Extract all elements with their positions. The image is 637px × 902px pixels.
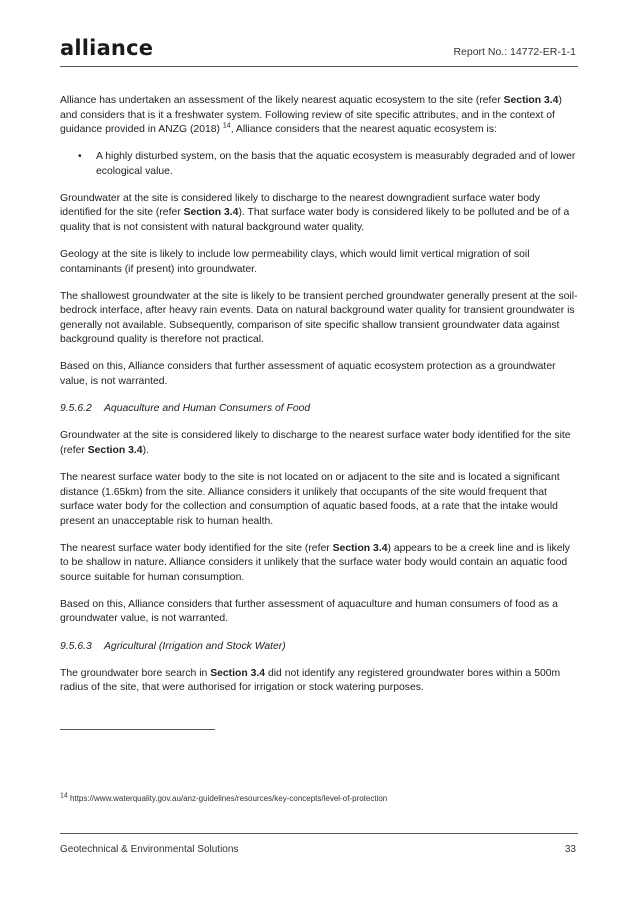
header-divider (60, 66, 578, 67)
paragraph: Based on this, Alliance considers that further assessment of aquaculture and human consumers of food as a groundwater value, is not warranted. (60, 598, 558, 625)
paragraph: Groundwater at the site is considered likely to discharge to the nearest downgradient surface water body identified for the site (refer Section 3.4). That surface water body is considered likely to be polluted and be of a quality that is not consistent with natural background water quality. (60, 192, 570, 233)
section-title: Aquaculture and Human Consumers of Food (104, 403, 311, 415)
section-reference: Section 3.4 (332, 542, 388, 554)
paragraph: Geology at the site is likely to include low permeability clays, which would limit vertical migration of soil contaminants (if present) into groundwater. (60, 249, 530, 275)
page-number: 33 (564, 844, 576, 855)
section-reference: Section 3.4 (183, 207, 239, 219)
bullet-item: • A highly disturbed system, on the basis that the aquatic ecosystem is measurably degraded and of lower ecological value. (92, 150, 578, 179)
section-reference: Section 3.4 (503, 95, 559, 106)
paragraph: Alliance has undertaken an assessment of the likely nearest aquatic ecosystem to the site (refer Section 3.4) and considers that is it a freshwater system. Following review of site specific attributes, and in the context of guidance provided in ANZG (2018) $^{14}$, Alliance considers that the nearest aquatic ecosystem is: (60, 95, 562, 135)
section-reference: Section 3.4 (210, 667, 266, 679)
section-title: Agricultural (Irrigation and Stock Water) (104, 640, 286, 652)
footer-divider (60, 833, 578, 834)
paragraph: Groundwater at the site is considered likely to discharge to the nearest surface water body identified for the site (refer Section 3.4). (60, 430, 571, 456)
section-number: 9.5.6.3 (60, 640, 92, 652)
bullet-list (60, 150, 578, 179)
paragraph: The shallowest groundwater at the site is likely to be transient perched groundwater generally present at the soil-bedrock interface, after heavy rain events. Data on natural background water quality for transient groundwater is generally not available. Subsequently, comparison of site specific shallow transient groundwater data against background quality is therefore not practical. (60, 290, 578, 346)
footnote-number: 14 (60, 792, 68, 800)
section-heading (60, 402, 578, 417)
footnote-marker: 14 (222, 122, 231, 130)
paragraph: The groundwater bore search in Section 3.4 did not identify any registered groundwater bores within a 500m radius of the site, that were authorised for irrigation or stock watering purposes. (60, 667, 561, 694)
footer-text: Geotechnical & Environmental Solutions (60, 844, 239, 855)
footnote-divider (60, 729, 215, 730)
section-number: 9.5.6.2 (60, 403, 92, 415)
paragraph: The nearest surface water body identified for the site (refer Section 3.4) appears to be a creek line and is likely to be shallow in nature. Alliance considers it unlikely that the surface water body would contain an aquatic food source suitable for human consumption. (60, 542, 570, 583)
footnote-link[interactable]: https://www.waterquality.gov.au/anz-guidelines/resources/key-concepts/level-of-protection (67, 794, 388, 803)
section-heading (60, 640, 578, 655)
paragraph: Based on this, Alliance considers that further assessment of aquatic ecosystem protection as a groundwater value, is not warranted. (60, 361, 556, 387)
company-logo: alliance (60, 36, 154, 60)
report-number: Report No.: 14772-ER-1-1 (453, 46, 576, 58)
page-content (60, 94, 578, 708)
footnote (60, 794, 387, 803)
paragraph: The nearest surface water body to the site is not located on or adjacent to the site and is located a significant distance (1.65km) from the site. Alliance considers it unlikely that occupants of the site would frequent that surface water body for the collection and consumption of aquatic based foods, at a rate that the intake would present an unacceptable risk to human health. (60, 472, 560, 527)
section-reference: Section 3.4 (87, 444, 143, 456)
